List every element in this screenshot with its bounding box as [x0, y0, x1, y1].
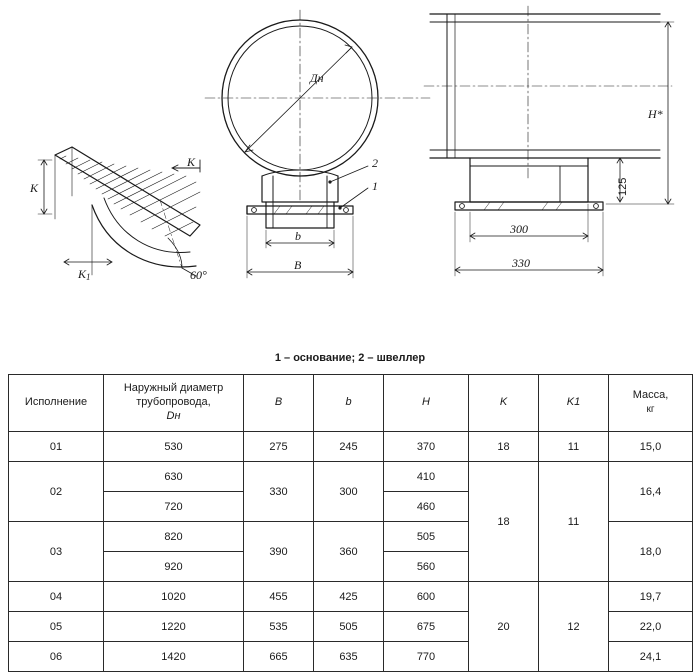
- cell-b: 505: [314, 612, 384, 642]
- cell-H: 770: [384, 642, 469, 672]
- cell-mass: 19,7: [609, 582, 693, 612]
- label-outer-diameter: Дн: [310, 71, 324, 85]
- cell-H: 505: [384, 522, 469, 552]
- label-detail-k: К: [187, 155, 195, 169]
- cell-K: 18: [469, 462, 539, 582]
- cell-K1: 11: [539, 462, 609, 582]
- label-K: K: [30, 181, 39, 195]
- cell-H: 600: [384, 582, 469, 612]
- cell-diameter: 1420: [104, 642, 244, 672]
- callout-1: 1: [372, 179, 378, 193]
- header-K: K: [469, 375, 539, 432]
- cell-diameter: 820: [104, 522, 244, 552]
- table-row: [9, 432, 693, 462]
- cell-ispolnenie: 06: [9, 642, 104, 672]
- cell-B: 535: [244, 612, 314, 642]
- cell-b: 635: [314, 642, 384, 672]
- cell-K1: 12: [539, 582, 609, 672]
- specification-table: [8, 374, 693, 672]
- side-view: [424, 6, 674, 276]
- label-B: B: [294, 258, 302, 272]
- cell-ispolnenie: 02: [9, 462, 104, 522]
- header-b: b: [314, 375, 384, 432]
- cell-b: 245: [314, 432, 384, 462]
- label-K1: K1: [78, 267, 91, 282]
- cell-K: 18: [469, 432, 539, 462]
- cell-b: 360: [314, 522, 384, 582]
- cell-ispolnenie: 01: [9, 432, 104, 462]
- cell-mass: 18,0: [609, 522, 693, 582]
- cell-diameter: 1220: [104, 612, 244, 642]
- label-330: 330: [512, 256, 530, 270]
- table-row: [9, 462, 693, 492]
- cell-B: 275: [244, 432, 314, 462]
- label-125: 125: [617, 177, 629, 196]
- cell-diameter: 920: [104, 552, 244, 582]
- header-H: H: [384, 375, 469, 432]
- callout-2: 2: [372, 156, 378, 170]
- front-view: [172, 10, 430, 278]
- label-300: 300: [510, 222, 528, 236]
- cell-H: 370: [384, 432, 469, 462]
- figure-legend: 1 – основание; 2 – швеллер: [274, 352, 426, 364]
- cell-mass: 16,4: [609, 462, 693, 522]
- cell-diameter: 530: [104, 432, 244, 462]
- label-angle-60: 60°: [190, 268, 207, 282]
- cell-H: 460: [384, 492, 469, 522]
- cell-H: 560: [384, 552, 469, 582]
- cell-b: 300: [314, 462, 384, 522]
- cell-ispolnenie: 03: [9, 522, 104, 582]
- cell-B: 665: [244, 642, 314, 672]
- cell-K: 20: [469, 582, 539, 672]
- label-b-small: b: [295, 229, 301, 243]
- table-header-row: [9, 375, 693, 432]
- cell-B: 455: [244, 582, 314, 612]
- header-diameter: Наружный диаметр трубопровода, Dн: [104, 375, 244, 432]
- cell-H: 410: [384, 462, 469, 492]
- cell-diameter: 630: [104, 462, 244, 492]
- cell-b: 425: [314, 582, 384, 612]
- cell-mass: 22,0: [609, 612, 693, 642]
- cell-K1: 11: [539, 432, 609, 462]
- cell-mass: 15,0: [609, 432, 693, 462]
- header-B: B: [244, 375, 314, 432]
- cell-mass: 24,1: [609, 642, 693, 672]
- specification-table-wrap: [8, 374, 692, 672]
- header-mass: Масса, кг: [609, 375, 693, 432]
- cell-ispolnenie: 05: [9, 612, 104, 642]
- cell-ispolnenie: 04: [9, 582, 104, 612]
- cell-diameter: 1020: [104, 582, 244, 612]
- table-row: [9, 582, 693, 612]
- header-ispolnenie: Исполнение: [9, 375, 104, 432]
- cell-diameter: 720: [104, 492, 244, 522]
- header-K1: K1: [539, 375, 609, 432]
- label-H-star: H*: [648, 107, 663, 121]
- cell-B: 330: [244, 462, 314, 522]
- cell-H: 675: [384, 612, 469, 642]
- cell-B: 390: [244, 522, 314, 582]
